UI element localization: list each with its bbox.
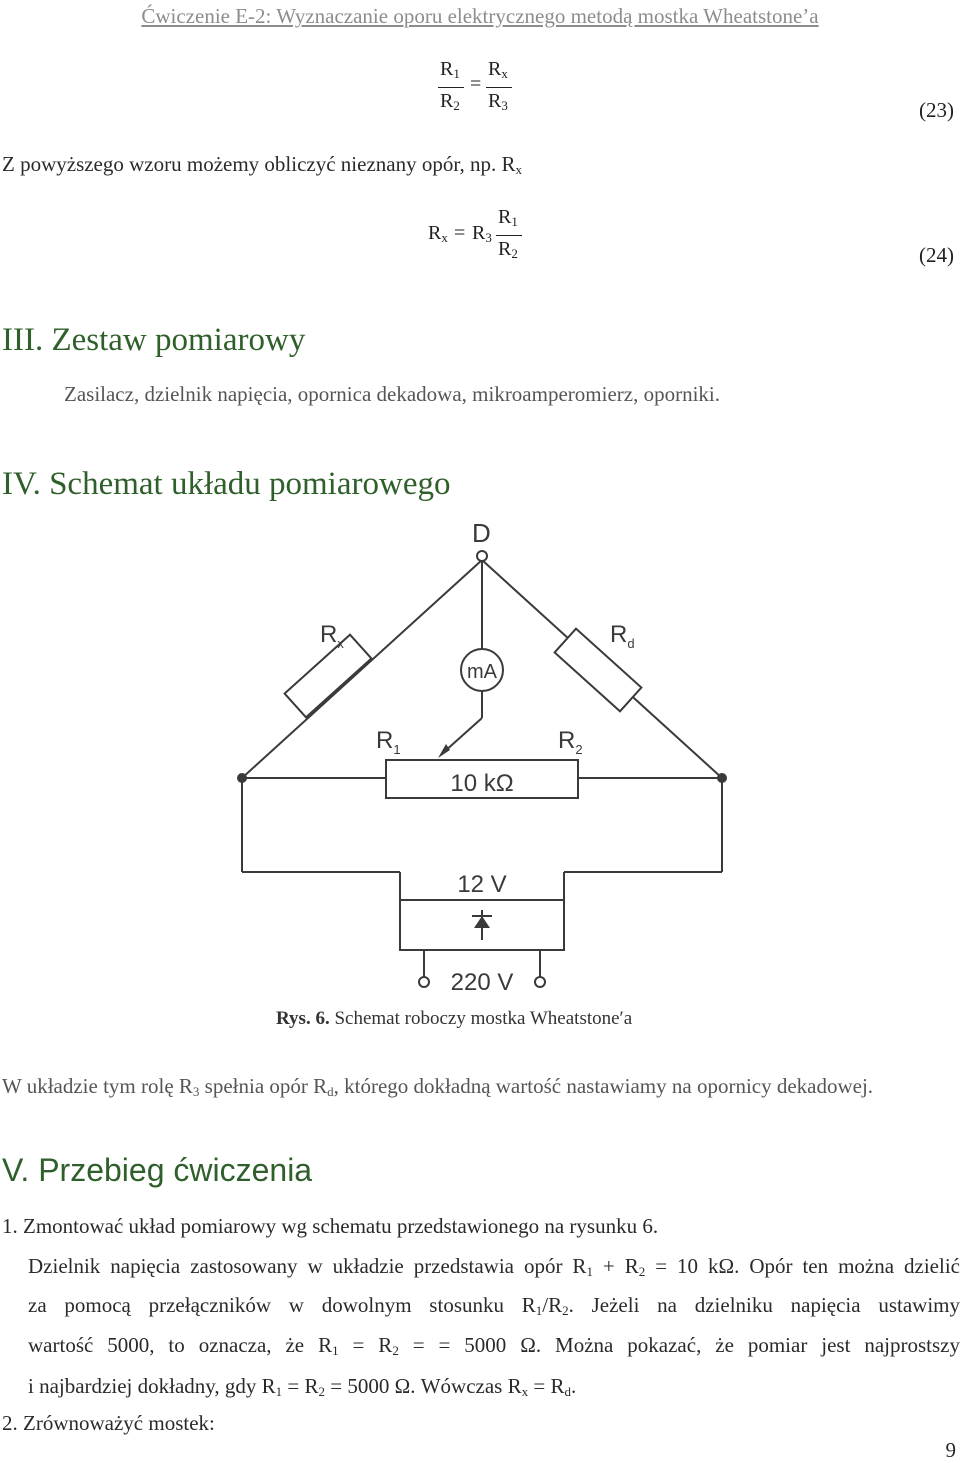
section-5-title: V. Przebieg ćwiczenia <box>2 1152 313 1188</box>
step-1-line-4: i najbardziej dokładny, gdy $R_1 = R_2 = 5000$ Ω. Wówczas $R_x = R_d$. <box>28 1374 577 1399</box>
wheatstone-bridge-diagram <box>200 512 760 1002</box>
equation-24 <box>428 206 538 268</box>
mains-terminal-left-icon <box>419 977 429 987</box>
step-1: 1. Zmontować układ pomiarowy wg schematu przedstawionego na rysunku 6. <box>2 1214 659 1238</box>
page-header: Ćwiczenie E-2: Wyznaczanie oporu elektrycznego metodą mostka Wheatstone’a <box>141 4 819 28</box>
equation-23 <box>438 56 528 118</box>
eq23-r3: $R_3$ <box>488 90 508 113</box>
section-4-title: IV. Schemat układu pomiarowego <box>2 466 451 502</box>
eq23-equals: = <box>470 73 482 95</box>
label-mains-voltage: 220 V <box>450 969 514 996</box>
mains-terminal-right-icon <box>535 977 545 987</box>
eq24-rx: $R_x$ <box>428 222 448 245</box>
label-r2: $R_2$ <box>558 727 583 757</box>
step-1-line-1: Dzielnik napięcia zastosowany w układzie przedstawia opór $R_1 + R_2 = 10$ kΩ. Opór ten można dzielić <box>28 1254 960 1279</box>
eq24-r3: $R_3$ <box>472 222 492 245</box>
wiper-arrow-icon <box>438 744 450 758</box>
paragraph-2: W układzie tym rolę $R_3$ spełnia opór $R_d$, którego dokładną wartość nastawiamy na opornicy dekadowej. <box>2 1074 874 1099</box>
eq23-rx: $R_x$ <box>488 58 508 81</box>
node-d-icon <box>477 551 487 561</box>
equation-24-number: (24) <box>919 243 954 267</box>
label-node-d: D <box>472 518 491 548</box>
label-rd: $R_d$ <box>610 621 635 651</box>
figure-caption: Rys. 6. Schemat roboczy mostka Wheatstone′a <box>276 1008 633 1029</box>
label-supply-voltage: 12 V <box>457 871 507 898</box>
eq24-r2: $R_2$ <box>498 238 518 261</box>
node-left-icon <box>237 773 247 783</box>
eq24-r1: $R_1$ <box>498 206 518 229</box>
label-meter: mA <box>467 661 497 683</box>
step-1-line-3: wartość 5000, to oznacza, że $R_1 = R_2$ = = 5000 Ω. Można pokazać, że pomiar jest najprostszy <box>28 1333 960 1358</box>
label-divider: 10 kΩ <box>450 770 514 797</box>
label-r1: $R_1$ <box>376 727 401 757</box>
step-1-line-2: za pomocą przełączników w dowolnym stosunku $R_1/R_2$. Jeżeli na dzielniku napięcia ustawimy <box>28 1293 960 1318</box>
section-3-body: Zasilacz, dzielnik napięcia, opornica dekadowa, mikroamperomierz, oporniki. <box>64 382 720 406</box>
page-number: 9 <box>945 1438 956 1462</box>
eq23-r1: $R_1$ <box>440 58 460 81</box>
step-2: 2. Zrównoważyć mostek: <box>2 1411 215 1435</box>
section-3-title: III. Zestaw pomiarowy <box>2 322 306 358</box>
eq23-r2: $R_2$ <box>440 90 460 113</box>
label-rx: $R_x$ <box>320 621 344 651</box>
node-right-icon <box>717 773 727 783</box>
paragraph-1: Z powyższego wzoru możemy obliczyć nieznany opór, np. $R_x$ <box>2 152 523 177</box>
equation-23-number: (23) <box>919 98 954 122</box>
eq24-equals: = <box>454 222 466 244</box>
